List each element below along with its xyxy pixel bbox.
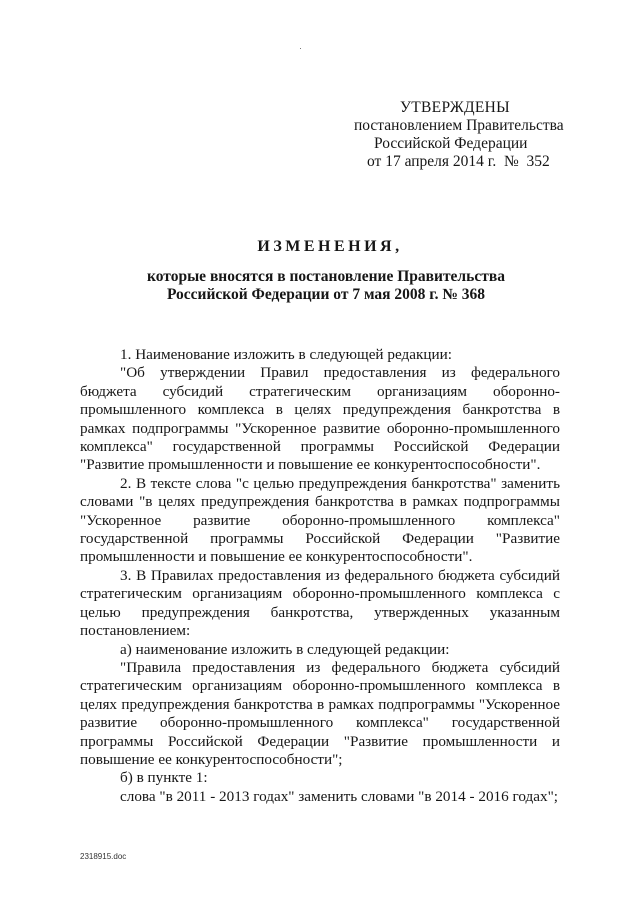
paragraph: б) в пункте 1:: [120, 769, 208, 787]
approval-heading: УТВЕРЖДЕНЫ: [400, 99, 510, 116]
subtitle-line: которые вносятся в постановление Правительства: [147, 268, 505, 285]
document-body: [80, 346, 560, 806]
paragraph: "Об утверждении Правил предоставления из федерального бюджета субсидий стратегическим организациям оборонно-промышленного комплекса в целях предупреждения банкротства в рамках подпрограммы "Ускоренное развитие оборонно-промышленного комплекса" государственной программы Российской Федерации "Развитие промышленности и повышение ее конкурентоспособности".: [80, 364, 560, 474]
paragraph: а) наименование изложить в следующей редакции:: [120, 640, 450, 658]
paragraph: 3. В Правилах предоставления из федерального бюджета субсидий стратегическим организациям оборонно-промышленного комплекса с целью предупреждения банкротства, утвержденных указанным постановлением:: [80, 566, 560, 640]
approval-line: Российской Федерации: [374, 135, 528, 152]
file-name-footer: 2318915.doc: [80, 852, 127, 861]
paragraph: 2. В тексте слова "с целью предупреждения банкротства" заменить словами "в целях предупреждения банкротства в рамках подпрограммы "Ускоренное развитие оборонно-промышленного комплекса" государственной программы Российской Федерации "Развитие промышленности и повышение ее конкурентоспособности".: [80, 474, 560, 566]
document-title: ИЗМЕНЕНИЯ,: [257, 238, 403, 255]
subtitle-line: Российской Федерации от 7 мая 2008 г. № 368: [166, 286, 486, 303]
paragraph: "Правила предоставления из федерального бюджета субсидий стратегическим организациям оборонно-промышленного комплекса в целях предупреждения банкротства в рамках подпрограммы "Ускоренное развитие оборонно-промышленного комплекса" государственной программы Российской Федерации "Развитие промышленности и повышение ее конкурентоспособности";: [80, 658, 560, 768]
approval-date-line: от 17 апреля 2014 г. № 352: [367, 153, 550, 170]
paragraph: 1. Наименование изложить в следующей редакции:: [120, 346, 452, 363]
scan-speck: [300, 48, 301, 49]
paragraph: слова "в 2011 - 2013 годах" заменить словами "в 2014 - 2016 годах";: [120, 787, 559, 805]
approval-block: [340, 99, 580, 171]
approval-line: постановлением Правительства: [354, 117, 564, 134]
document-subtitle: [0, 268, 640, 304]
